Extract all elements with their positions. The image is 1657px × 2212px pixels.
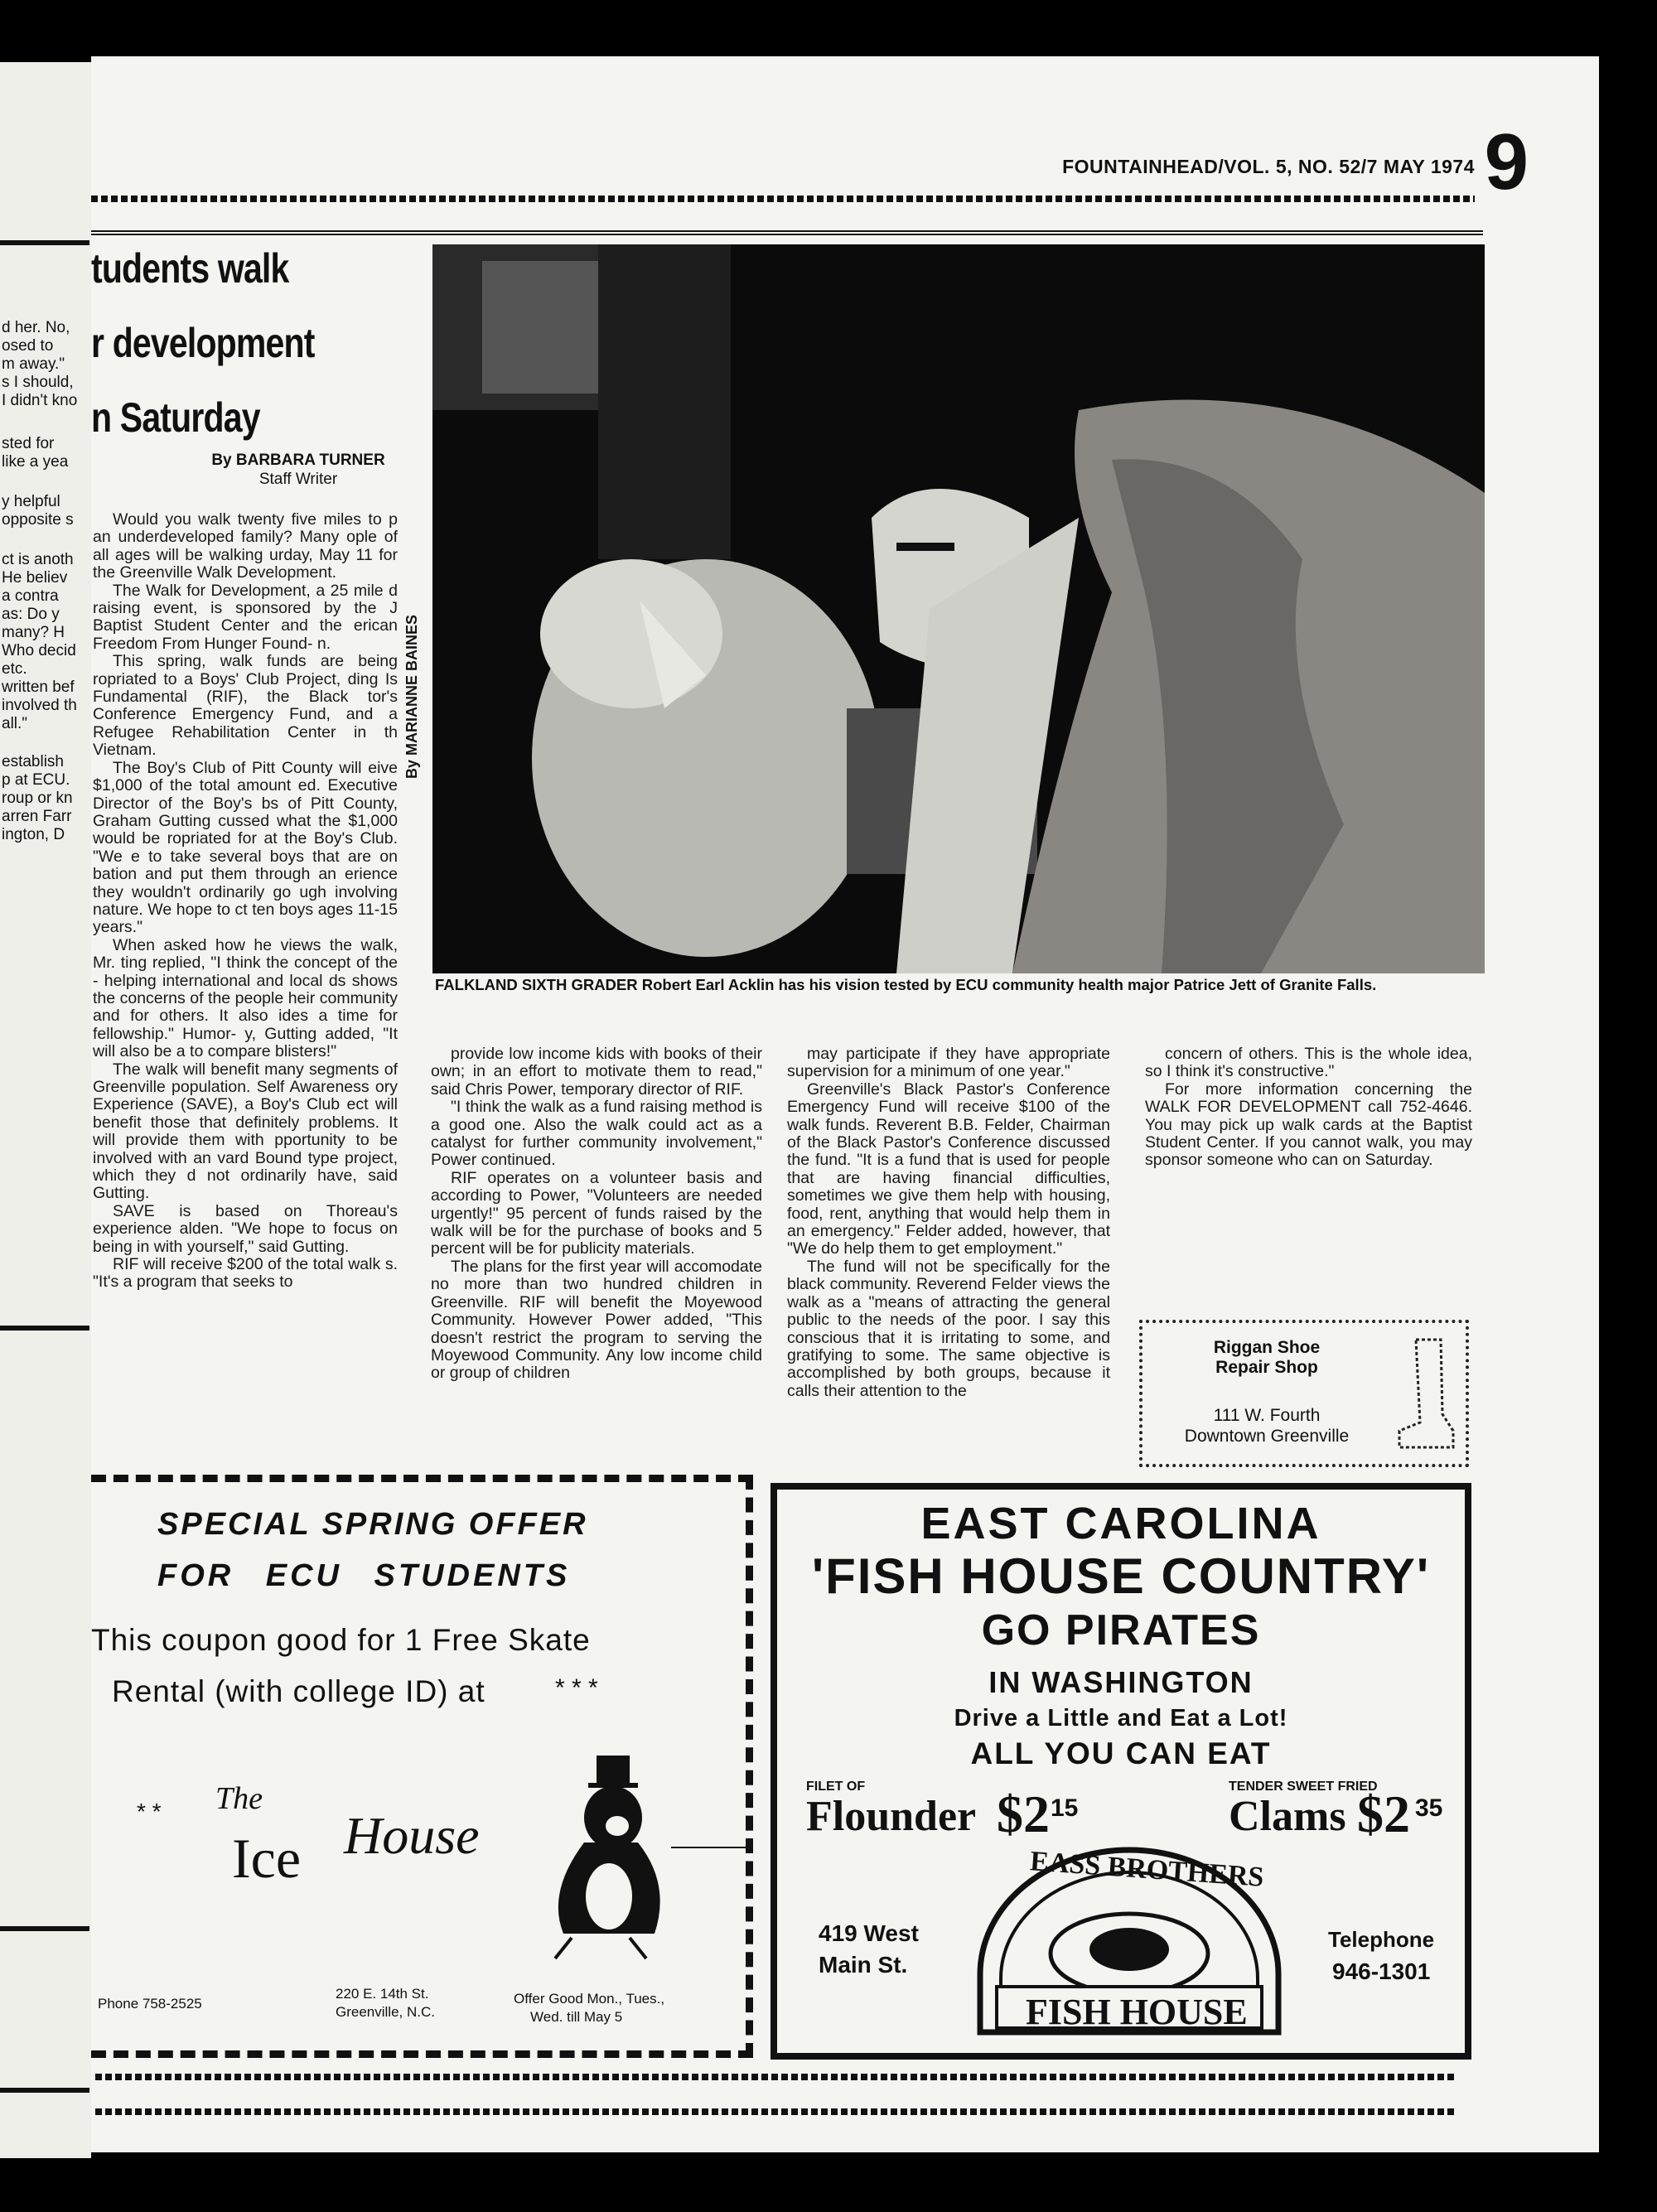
- skate-ad-line-2: FOR ECU STUDENTS: [157, 1558, 571, 1593]
- article-paragraph: RIF operates on a volunteer basis and according to Power, "Volunteers are needed urgently!" 95 percent of funds raised by the walk will be for the purchase of books and 5 percent will be for publicity materials.: [431, 1168, 762, 1258]
- skate-ad-coupon-1: This coupon good for 1 Free Skate: [91, 1623, 591, 1657]
- shoe-ad-name-1: Riggan Shoe: [1213, 1338, 1321, 1357]
- clams-price-cents: 35: [1415, 1794, 1443, 1822]
- article-column-2: [431, 1046, 762, 1383]
- article-column-1: [93, 511, 398, 1292]
- masthead-rule: [91, 196, 1475, 202]
- fish-ad-phone: 946-1301: [1332, 1958, 1431, 1984]
- article-paragraph: SAVE is based on Thoreau's experience alden. "We hope to focus on being in with yourself," said Gutting.: [93, 1201, 398, 1256]
- skate-ad-phone: Phone 758-2525: [98, 1996, 202, 2012]
- flounder-price-cents: 15: [1051, 1794, 1079, 1822]
- left-page-rule-mid: [0, 1326, 89, 1331]
- article-paragraph: "I think the walk as a fund raising method is a good one. Also the walk could act as a catalyst for further community involvement," Power continued.: [431, 1098, 762, 1170]
- clams-price-dollar: $2: [1357, 1785, 1410, 1843]
- left-page-text-fragment: y helpful: [2, 493, 60, 510]
- skate-ad-line-1: SPECIAL SPRING OFFER: [157, 1507, 588, 1542]
- headline-line-2: r development: [91, 320, 315, 366]
- left-page-text-fragment: etc.: [2, 660, 27, 678]
- penguin-icon: [539, 1751, 679, 1967]
- photo-credit: By MARIANNE BAINES: [403, 614, 420, 779]
- logo-the: The: [215, 1781, 263, 1816]
- stars-decoration: * * *: [555, 1674, 598, 1702]
- headline-line-3: n Saturday: [91, 394, 260, 441]
- page-number: 9: [1484, 118, 1529, 206]
- left-page-text-fragment: s I should,: [2, 374, 74, 391]
- article-paragraph: Greenville's Black Pastor's Conference Emergency Fund will receive $100 of the walk funds. Reverent B.B. Felder, Chairman of the Black Pastor's Conference discussed the fund. "It is a fund that is used for people that are having financial difficulties, sometimes we give them help with housing, food, rent, anything that would help them in an emergency." Felder added, however, that "We do help them to get employment.": [787, 1079, 1110, 1258]
- article-paragraph: The Walk for Development, a 25 mile d raising event, is sponsored by the J Baptist Student Center and the erican Freedom From Hunger Found- n.: [93, 581, 398, 653]
- left-page-text-fragment: ct is anoth: [2, 551, 74, 568]
- bottom-rule-2: [95, 2108, 1454, 2115]
- bottom-rule-1: [95, 2074, 1454, 2080]
- left-page-text-fragment: p at ECU.: [2, 771, 70, 789]
- left-page-text-fragment: I didn't kno: [2, 392, 78, 409]
- article-paragraph: The walk will benefit many segments of Greenville population. Self Awareness ory Experience (SAVE), a Boy's Club ect will benefit those that definitely problems. It will provide them with pportunity to be involved with an vard Bound type project, which they d not ordinarily have, said Gutting.: [93, 1060, 398, 1203]
- article-paragraph: This spring, walk funds are being ropriated to a Boys' Club Project, ding Is Fundamental (RIF), the Black tor's Conference Emergency Fund, and a Refugee Rehabilitation Center in th Vietnam.: [93, 652, 398, 760]
- clams-label-small: TENDER SWEET FRIED: [1229, 1780, 1378, 1794]
- left-page-text-fragment: osed to: [2, 337, 54, 355]
- skate-ad-offer-2: Wed. till May 5: [530, 2009, 623, 2025]
- fish-ad-address-2: Main St.: [819, 1952, 908, 1978]
- left-page-text-fragment: involved th: [2, 697, 77, 714]
- skate-ad-coupon-2: Rental (with college ID) at: [112, 1674, 486, 1708]
- fish-logo-bottom-text: FISH HOUSE: [1026, 1992, 1248, 2032]
- left-page-fragment: [0, 62, 91, 2158]
- byline-name: By BARBARA TURNER: [211, 452, 385, 469]
- flounder-label-small: FILET OF: [806, 1780, 866, 1794]
- left-page-text-fragment: ington, D: [2, 826, 65, 843]
- left-page-text-fragment: sted for: [2, 435, 55, 452]
- flounder-price-dollar: $2: [997, 1785, 1050, 1843]
- left-page-text-fragment: like a yea: [2, 453, 69, 471]
- headline-line-1: tudents walk: [91, 245, 289, 292]
- fish-ad-line-2: 'FISH HOUSE COUNTRY': [811, 1548, 1431, 1604]
- left-page-rule-low: [0, 1926, 89, 1931]
- left-page-text-fragment: He believ: [2, 569, 68, 587]
- fish-logo-top-text: EASS BROTHERS: [1029, 1846, 1265, 1893]
- logo-house: House: [344, 1806, 480, 1865]
- fish-ad-phone-label: Telephone: [1328, 1927, 1435, 1952]
- left-page-rule-top: [0, 240, 89, 245]
- fish-ad-line-3: GO PIRATES: [981, 1606, 1261, 1654]
- masthead: FOUNTAINHEAD/VOL. 5, NO. 52/7 MAY 1974: [1062, 156, 1475, 177]
- left-page-text-fragment: m away.": [2, 355, 65, 373]
- article-paragraph: For more information concerning the WALK FOR DEVELOPMENT call 752-4646. You may pick up walk cards at the Baptist Student Center. If you cannot walk, you may sponsor someone who can on Saturday.: [1145, 1079, 1472, 1170]
- article-paragraph: The Boy's Club of Pitt County will eive $1,000 of the total amount ed. Executive Director of the Boy's bs of Pitt County, Graham Gutting cussed what the $1,000 would be ropriated for at the Boy's Club. "We e to take several boys that are on bation and put them through an erience they wouldn't ordinarily go ugh involving nature. We hope to ct ten boys ages 11-15 years.": [93, 758, 398, 937]
- left-page-rule-bottom: [0, 2088, 89, 2093]
- header-rule: [91, 230, 1483, 235]
- byline-title: Staff Writer: [258, 471, 338, 488]
- article-paragraph: concern of others. This is the whole idea, so I think it's constructive.": [1145, 1045, 1472, 1081]
- article-paragraph: RIF will receive $200 of the total walk s. "It's a program that seeks to: [93, 1255, 398, 1292]
- logo-ice: Ice: [232, 1827, 302, 1890]
- star-left-decoration: * *: [137, 1799, 162, 1824]
- left-page-text-fragment: arren Farr: [2, 808, 72, 825]
- boot-icon: [1391, 1331, 1457, 1456]
- left-page-text-fragment: Who decid: [2, 642, 76, 659]
- skate-ad-address-2: Greenville, N.C.: [336, 2004, 435, 2020]
- left-page-text-fragment: all.": [2, 715, 28, 732]
- fish-ad-line-4: IN WASHINGTON: [988, 1665, 1254, 1699]
- fish-ad-line-5: Drive a Little and Eat a Lot!: [954, 1705, 1288, 1731]
- photo-image: [432, 244, 1485, 973]
- fish-ad-address-1: 419 West: [819, 1920, 919, 1946]
- shoe-ad-address-2: Downtown Greenville: [1184, 1427, 1350, 1446]
- fish-ad-line-6: ALL YOU CAN EAT: [970, 1736, 1272, 1770]
- article-paragraph: provide low income kids with books of their own; in an effort to motivate them to read," said Chris Power, temporary director of RIF.: [431, 1045, 762, 1099]
- left-page-text-fragment: a contra: [2, 587, 59, 605]
- left-page-text-fragment: opposite s: [2, 511, 74, 529]
- left-page-text-fragment: d her. No,: [2, 319, 70, 336]
- article-paragraph: Would you walk twenty five miles to p an underdeveloped family? Many ople of all ages will be walking urday, May 11 for the Greenville Walk Development.: [93, 510, 398, 582]
- shoe-ad-name-2: Repair Shop: [1215, 1358, 1318, 1377]
- left-page-text-fragment: establish: [2, 753, 64, 770]
- shoe-ad-address-1: 111 W. Fourth: [1213, 1406, 1321, 1425]
- photo-caption: FALKLAND SIXTH GRADER Robert Earl Acklin has his vision tested by ECU community health major Patrice Jett of Granite Falls.: [435, 976, 1377, 993]
- photo: [432, 244, 1485, 973]
- left-page-text-fragment: many? H: [2, 624, 65, 641]
- flounder-label: Flounder: [806, 1793, 977, 1840]
- article-column-3: [787, 1046, 1110, 1400]
- skate-ad-offer-1: Offer Good Mon., Tues.,: [514, 1991, 665, 2007]
- left-page-text-fragment: written bef: [2, 679, 75, 696]
- fish-house-ad: [771, 1483, 1471, 2060]
- shoe-repair-ad: [1139, 1320, 1469, 1467]
- article-paragraph: may participate if they have appropriate supervision for a minimum of one year.": [787, 1045, 1110, 1081]
- logo-line: [671, 1847, 746, 1848]
- article-column-4: [1145, 1046, 1472, 1170]
- left-page-text-fragment: as: Do y: [2, 606, 60, 623]
- article-paragraph: The plans for the first year will accomodate no more than two hundred children in Greenville. RIF will benefit the Moyewood Community. However Power added, "This doesn't restrict the program to serving the Moyewood Community. Any low income child or group of children: [431, 1257, 762, 1383]
- left-page-text-fragment: roup or kn: [2, 790, 73, 807]
- article-paragraph: When asked how he views the walk, Mr. ting replied, "I think the concept of the - helping international and local ds shows the concerns of the people heir community and for others. It also ides a time for fellowship." Humor- y, Gutting added, "It will also be a to compare blisters!": [93, 935, 398, 1061]
- skate-ad-address-1: 220 E. 14th St.: [336, 1986, 429, 2002]
- fish-ad-line-1: EAST CAROLINA: [920, 1499, 1321, 1548]
- article-paragraph: The fund will not be specifically for the black community. Reverend Felder views the walk as a "means of attracting the general public to the needs of the poor. I say this conscious that it is irritating to some, and gratifying to some. The same objective is accomplished by both groups, because it calls their attention to the: [787, 1257, 1110, 1400]
- ice-house-ad: [91, 1475, 753, 2058]
- clams-label: Clams: [1229, 1793, 1346, 1840]
